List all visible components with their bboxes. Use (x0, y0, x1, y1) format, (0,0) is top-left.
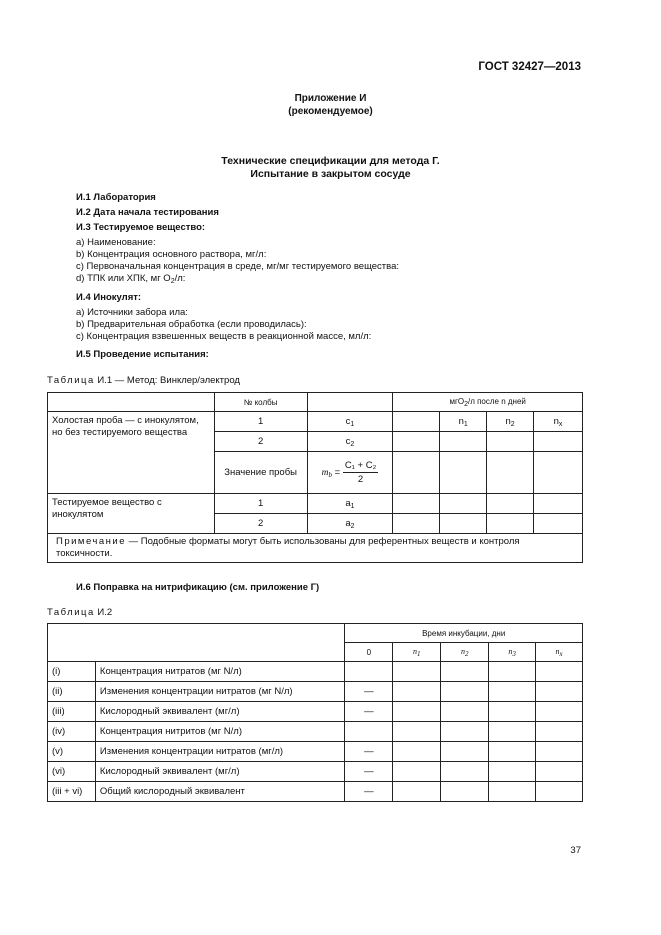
appendix-subtitle: (рекомендуемое) (288, 106, 373, 117)
day-zero-value (345, 662, 393, 682)
row-label: Изменения концентрации нитратов (мг N/л) (95, 682, 345, 702)
section-heading: И.3 Тестируемое вещество: (76, 222, 206, 233)
list-item: b) Концентрация основного раствора, мг/л: (76, 249, 267, 260)
row-code: (v) (48, 742, 96, 762)
table-caption: Таблица И.1 — Метод: Винклер/электрод (47, 375, 240, 386)
table-header-row (48, 624, 583, 643)
col-header-flask: № колбы (214, 393, 307, 412)
table-header-row (48, 393, 583, 412)
flask-number: 2 (214, 432, 307, 452)
table-row (48, 742, 583, 762)
row-code: (iv) (48, 722, 96, 742)
flask-number: 2 (214, 514, 307, 534)
row-label: Концентрация нитритов (мг N/л) (95, 722, 345, 742)
section-heading: И.2 Дата начала тестирования (76, 207, 219, 218)
list-item: d) ТПК или ХПК, мг $О_2/л$: (76, 273, 186, 285)
table-row (48, 412, 583, 432)
table-row (48, 662, 583, 682)
mean-label: Значение пробы (214, 452, 307, 494)
row-label: Концентрация нитратов (мг N/л) (95, 662, 345, 682)
list-item: а) Источники забора ила: (76, 307, 188, 318)
heading-line-2: Испытание в закрытом сосуде (250, 168, 411, 180)
day-zero-value: — (345, 762, 393, 782)
row-label-blank: Холостая проба — с инокулятом, но без тестируемого вещества (48, 412, 215, 494)
section-heading: И.4 Инокулят: (76, 292, 142, 303)
n-header: $n_x$ (534, 412, 583, 432)
table-winkler (47, 392, 583, 563)
day-header: $n_3$ (489, 643, 536, 662)
table-nitrification (47, 623, 583, 802)
day-zero-value: — (345, 682, 393, 702)
day-zero-value: — (345, 742, 393, 762)
flask-code: $с_1$ (307, 412, 393, 432)
n-header: $n_2$ (487, 412, 534, 432)
table-row (48, 782, 583, 802)
table-note-row (48, 534, 583, 563)
flask-code: $а_2$ (307, 514, 393, 534)
row-code: (i) (48, 662, 96, 682)
flask-code: $а_1$ (307, 494, 393, 514)
list-item: с) Концентрация взвешенных веществ в реакционной массе, мл/л: (76, 331, 372, 342)
flask-number: 1 (214, 494, 307, 514)
table-row (48, 762, 583, 782)
section-heading: И.6 Поправка на нитрификацию (см. приложение Г) (76, 582, 320, 593)
mean-formula: $m_b$ = $\frac{\text{C₁ + C₂}}{2}$ (307, 452, 393, 494)
document-code: ГОСТ 32427—2013 (478, 61, 581, 73)
table-row (48, 722, 583, 742)
col-header-days: мгО$_2$/л после n дней (393, 393, 583, 412)
row-label: Общий кислородный эквивалент (95, 782, 345, 802)
day-header: 0 (345, 643, 393, 662)
day-zero-value (345, 722, 393, 742)
day-zero-value: — (345, 782, 393, 802)
table-note: Примечание — Подобные форматы могут быть использованы для референтных веществ и контроля токсичности. (48, 534, 583, 563)
table-caption: Таблица И.2 (47, 607, 113, 618)
day-header: $n_1$ (393, 643, 441, 662)
day-header: $n_x$ (536, 643, 583, 662)
row-label-test: Тестируемое вещество с инокулятом (48, 494, 215, 534)
appendix-title: Приложение И (294, 93, 367, 104)
flask-code: $с_2$ (307, 432, 393, 452)
page-number: 37 (570, 845, 581, 856)
row-label: Кислородный эквивалент (мг/л) (95, 702, 345, 722)
col-header-time: Время инкубации, дни (345, 624, 583, 643)
row-code: (iii) (48, 702, 96, 722)
heading-line-1: Технические спецификации для метода Г. (221, 155, 440, 167)
row-code: (ii) (48, 682, 96, 702)
flask-number: 1 (214, 412, 307, 432)
n-header: $n_1$ (440, 412, 487, 432)
list-item: b) Предварительная обработка (если проводилась): (76, 319, 307, 330)
row-label: Кислородный эквивалент (мг/л) (95, 762, 345, 782)
day-header: $n_2$ (441, 643, 489, 662)
table-row (48, 702, 583, 722)
section-heading: И.1 Лаборатория (76, 192, 156, 203)
table-row (48, 682, 583, 702)
row-label: Изменения концентрации нитратов (мг/л) (95, 742, 345, 762)
day-zero-value: — (345, 702, 393, 722)
row-code: (vi) (48, 762, 96, 782)
table-row (48, 494, 583, 514)
section-heading: И.5 Проведение испытания: (76, 349, 209, 360)
row-code: (iii + vi) (48, 782, 96, 802)
list-item: а) Наименование: (76, 237, 156, 248)
list-item: с) Первоначальная концентрация в среде, мг/мг тестируемого вещества: (76, 261, 400, 272)
